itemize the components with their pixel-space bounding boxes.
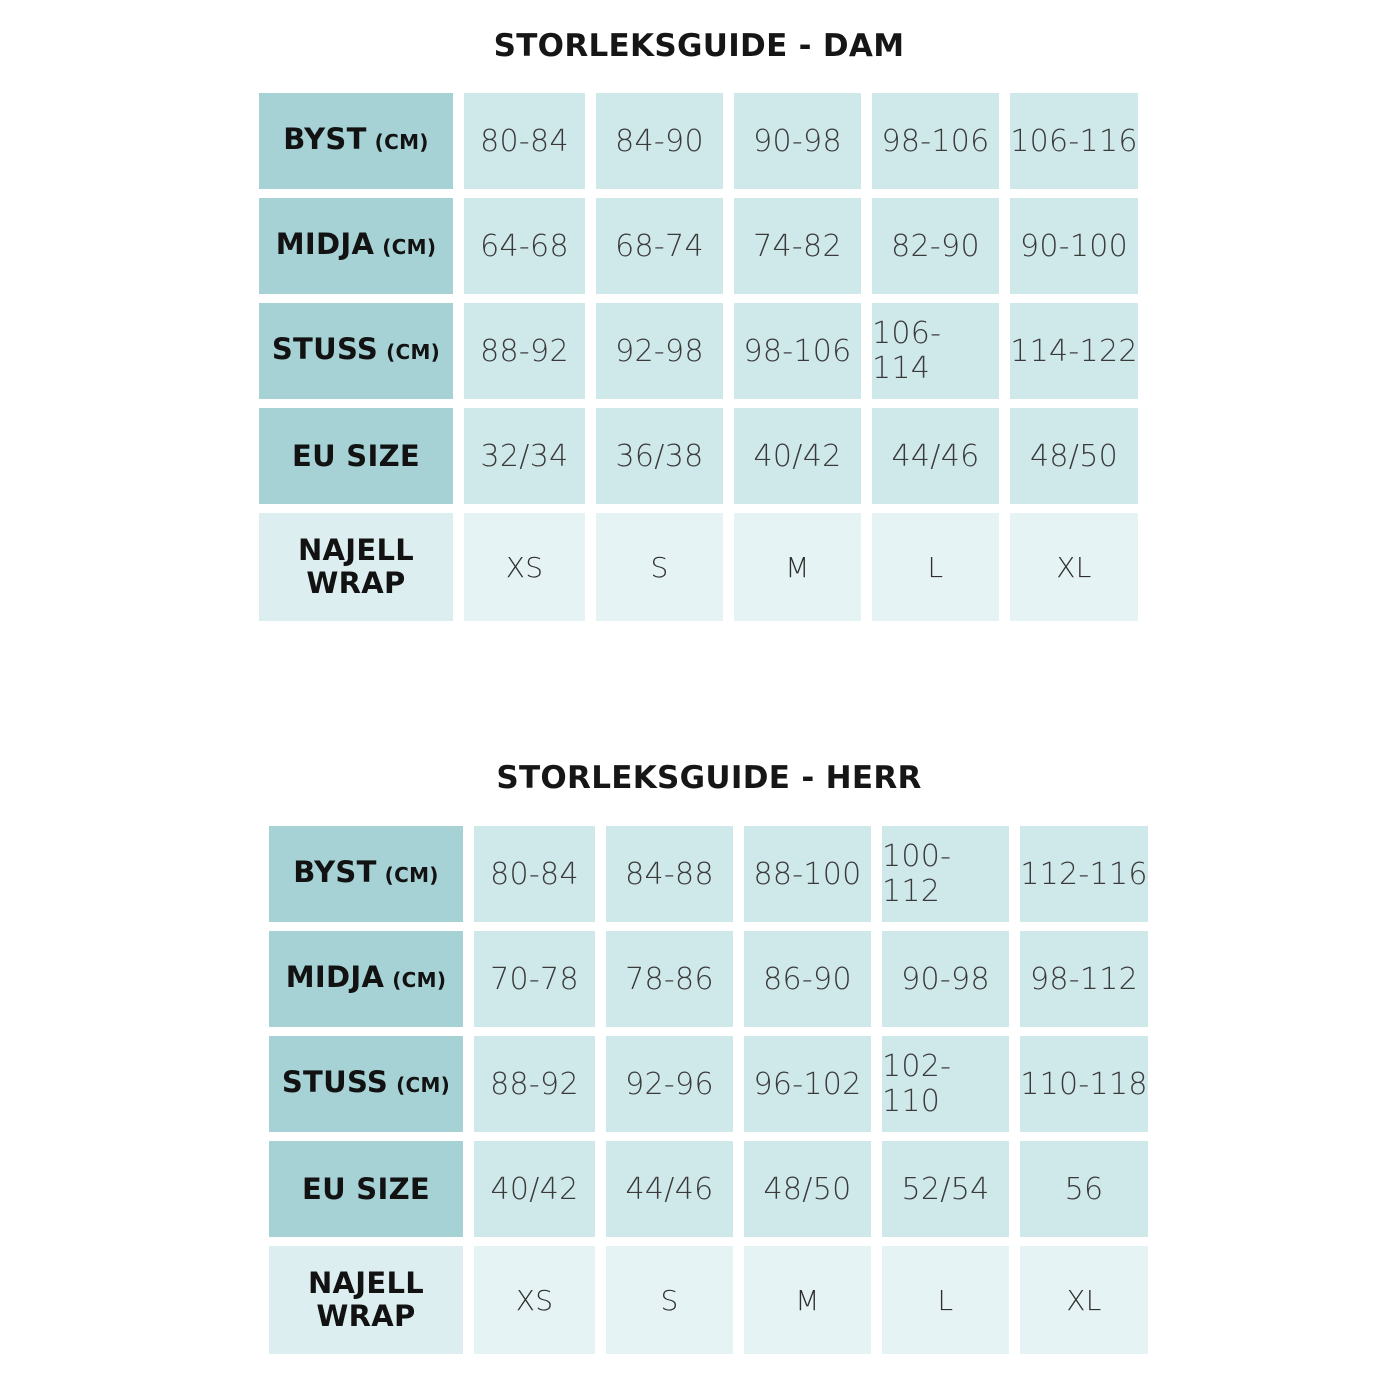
table-cell: 82-90: [872, 198, 999, 294]
table-cell: L: [882, 1246, 1009, 1354]
row-header-bust: BYST (CM): [259, 93, 453, 189]
table-cell: XL: [1010, 513, 1138, 621]
table-cell: 90-100: [1010, 198, 1138, 294]
table-cell: 80-84: [474, 826, 595, 922]
table-cell: 84-88: [606, 826, 733, 922]
table-cell: 52/54: [882, 1141, 1009, 1237]
table-cell: 44/46: [606, 1141, 733, 1237]
row-header-najell-wrap: NAJELL WRAP: [259, 513, 453, 621]
table-cell: 112-116: [1020, 826, 1148, 922]
table-cell: S: [596, 513, 723, 621]
size-table-men: [269, 826, 1148, 1354]
row-header-hips: STUSS (CM): [259, 303, 453, 399]
table-cell: 40/42: [734, 408, 861, 504]
table-cell: 84-90: [596, 93, 723, 189]
table-cell: 106-116: [1010, 93, 1138, 189]
table-cell: M: [744, 1246, 871, 1354]
table-cell: 114-122: [1010, 303, 1138, 399]
table-cell: XS: [464, 513, 585, 621]
table-cell: 92-98: [596, 303, 723, 399]
table-cell: 100-112: [882, 826, 1009, 922]
table-cell: XL: [1020, 1246, 1148, 1354]
table-cell: 88-92: [464, 303, 585, 399]
table-cell: 44/46: [872, 408, 999, 504]
table-cell: 32/34: [464, 408, 585, 504]
row-header-eu-size: EU SIZE: [269, 1141, 463, 1237]
table-cell: 102-110: [882, 1036, 1009, 1132]
table-cell: 48/50: [744, 1141, 871, 1237]
row-header-bust: BYST (CM): [269, 826, 463, 922]
table-cell: 90-98: [882, 931, 1009, 1027]
row-header-hips: STUSS (CM): [269, 1036, 463, 1132]
table-cell: 90-98: [734, 93, 861, 189]
table-cell: 98-112: [1020, 931, 1148, 1027]
table-cell: 78-86: [606, 931, 733, 1027]
table-cell: 98-106: [872, 93, 999, 189]
table-cell: 68-74: [596, 198, 723, 294]
size-guide-women-title: STORLEKSGUIDE - DAM: [493, 28, 905, 64]
table-cell: S: [606, 1246, 733, 1354]
table-cell: 70-78: [474, 931, 595, 1027]
table-cell: 56: [1020, 1141, 1148, 1237]
table-cell: 96-102: [744, 1036, 871, 1132]
table-cell: XS: [474, 1246, 595, 1354]
table-cell: 40/42: [474, 1141, 595, 1237]
table-cell: 74-82: [734, 198, 861, 294]
row-header-najell-wrap: NAJELL WRAP: [269, 1246, 463, 1354]
row-header-eu-size: EU SIZE: [259, 408, 453, 504]
table-cell: 64-68: [464, 198, 585, 294]
table-cell: 48/50: [1010, 408, 1138, 504]
table-cell: M: [734, 513, 861, 621]
size-guide-women: [259, 28, 1139, 628]
table-cell: 88-92: [474, 1036, 595, 1132]
row-header-waist: MIDJA (CM): [269, 931, 463, 1027]
table-cell: 110-118: [1020, 1036, 1148, 1132]
row-header-waist: MIDJA (CM): [259, 198, 453, 294]
size-table-women: [259, 93, 1138, 621]
size-guide-men: [269, 760, 1149, 1360]
table-cell: L: [872, 513, 999, 621]
table-cell: 92-96: [606, 1036, 733, 1132]
table-cell: 98-106: [734, 303, 861, 399]
table-cell: 36/38: [596, 408, 723, 504]
size-guide-men-title: STORLEKSGUIDE - HERR: [496, 760, 922, 796]
table-cell: 86-90: [744, 931, 871, 1027]
table-cell: 88-100: [744, 826, 871, 922]
table-cell: 80-84: [464, 93, 585, 189]
table-cell: 106-114: [872, 303, 999, 399]
